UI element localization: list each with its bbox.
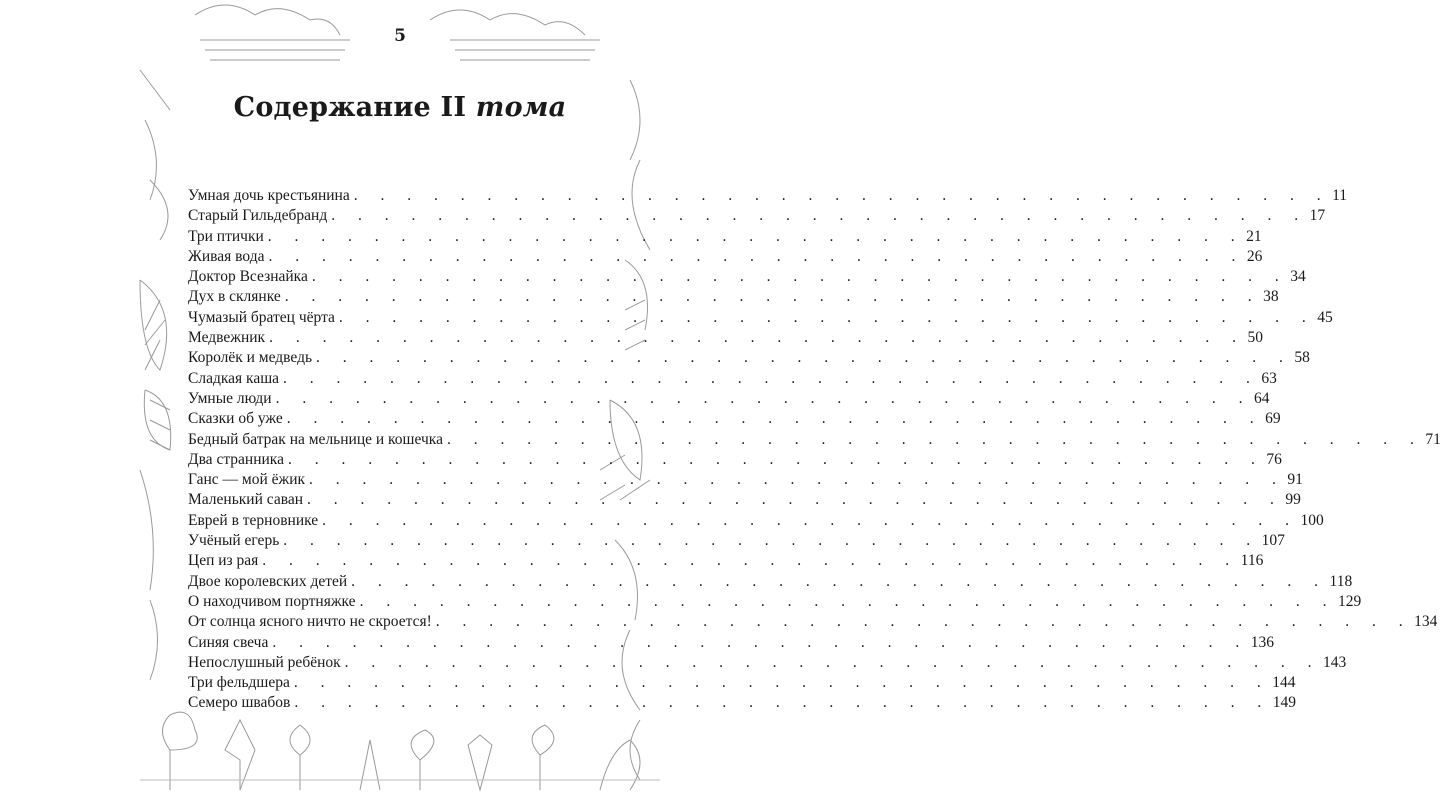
toc-entry-title: Умные люди bbox=[188, 389, 272, 407]
toc-leader-dots: . . . . . . . . . . . . . . . . . . . . . . . . . . . . . . . . . . . . . bbox=[275, 389, 1252, 407]
toc-entry-title: Доктор Всезнайка bbox=[188, 268, 308, 286]
toc-entry-title: Два странника bbox=[188, 450, 284, 468]
toc-entry bbox=[188, 207, 1326, 227]
toc-entry bbox=[188, 410, 1281, 430]
toc-entry-title: Сказки об уже bbox=[188, 410, 283, 428]
toc-entry-title: Цеп из рая bbox=[188, 552, 259, 570]
table-of-contents bbox=[188, 187, 1441, 715]
toc-entry-page: 26 bbox=[1246, 247, 1263, 265]
toc-entry-title: Умная дочь крестьянина bbox=[188, 187, 350, 204]
toc-entry-title: Дух в склянке bbox=[188, 288, 281, 306]
toc-entry-title: Медвежник bbox=[188, 329, 266, 347]
toc-entry bbox=[188, 674, 1296, 694]
toc-entry bbox=[188, 349, 1310, 369]
toc-entry bbox=[188, 430, 1441, 451]
toc-entry-page: 134 bbox=[1414, 613, 1438, 631]
toc-entry-title: Старый Гильдебранд bbox=[188, 207, 328, 225]
toc-leader-dots: . . . . . . . . . . . . . . . . . . . . . . . . . . . . . . . . . . . . . bbox=[338, 308, 1316, 326]
toc-leader-dots: . . . . . . . . . . . . . . . . . . . . . . . . . . . . . . . . . . . . . bbox=[351, 572, 1328, 590]
toc-leader-dots: . . . . . . . . . . . . . . . . . . . . . . . . . . . . . . . . . . . . . bbox=[283, 369, 1260, 387]
toc-entry bbox=[188, 633, 1274, 654]
toc-entry-title: Учёный егерь bbox=[188, 532, 280, 550]
toc-entry-title: Еврей в терновнике bbox=[188, 511, 319, 529]
toc-entry-page: 91 bbox=[1287, 471, 1303, 489]
toc-leader-dots: . . . . . . . . . . . . . . . . . . . . . . . . . . . . . . . . . . . . . bbox=[344, 653, 1322, 671]
title-italic: тома bbox=[475, 92, 567, 123]
toc-entry-page: 129 bbox=[1337, 592, 1362, 610]
toc-leader-dots: . . . . . . . . . . . . . . . . . . . . . . . . . . . . . . . . . . . . . bbox=[284, 288, 1262, 306]
toc-entry bbox=[188, 653, 1347, 674]
toc-entry-page: 136 bbox=[1250, 633, 1274, 651]
toc-entry-page: 50 bbox=[1247, 329, 1263, 347]
toc-entry bbox=[188, 369, 1277, 390]
page-number: 5 bbox=[394, 26, 406, 46]
toc-entry-title: Чумазый братец чёрта bbox=[188, 308, 335, 326]
toc-entry-page: 17 bbox=[1309, 207, 1326, 225]
toc-entry-title: О находчивом портняжке bbox=[188, 592, 356, 610]
title-main: Содержание II bbox=[233, 92, 476, 123]
toc-leader-dots: . . . . . . . . . . . . . . . . . . . . . . . . . . . . . . . . . . . . . bbox=[262, 552, 1239, 570]
toc-leader-dots: . . . . . . . . . . . . . . . . . . . . . . . . . . . . . . . . . . . . . bbox=[331, 207, 1308, 225]
toc-leader-dots: . . . . . . . . . . . . . . . . . . . . . . . . . . . . . . . . . . . . . bbox=[293, 674, 1271, 692]
toc-entry-title: Семеро швабов bbox=[188, 694, 291, 712]
toc-entry-page: 58 bbox=[1294, 349, 1310, 367]
toc-entry-title: От солнца ясного ничто не скроется! bbox=[188, 613, 432, 631]
toc-entry-title: Маленький саван bbox=[188, 491, 304, 509]
toc-entry bbox=[188, 450, 1282, 471]
toc-entry-title: Три фельдшера bbox=[188, 674, 290, 692]
toc-entry-page: 118 bbox=[1329, 572, 1353, 590]
toc-entry bbox=[188, 227, 1262, 248]
toc-leader-dots: . . . . . . . . . . . . . . . . . . . . . . . . . . . . . . . . . . . . . bbox=[311, 268, 1289, 286]
toc-entry-page: 34 bbox=[1290, 268, 1306, 286]
toc-entry-title: Непослушный ребёнок bbox=[188, 653, 341, 671]
toc-leader-dots: . . . . . . . . . . . . . . . . . . . . . . . . . . . . . . . . . . . . . bbox=[287, 450, 1265, 468]
toc-entry bbox=[188, 592, 1362, 613]
toc-entry-title: Бедный батрак на мельнице и кошечка bbox=[188, 430, 443, 448]
toc-entry-page: 63 bbox=[1261, 369, 1277, 387]
toc-entry bbox=[188, 552, 1264, 572]
toc-entry-page: 143 bbox=[1323, 653, 1347, 671]
toc-leader-dots: . . . . . . . . . . . . . . . . . . . . . . . . . . . . . . . . . . . . . bbox=[322, 511, 1299, 529]
toc-entry-page: 11 bbox=[1332, 187, 1348, 204]
toc-entry bbox=[188, 532, 1285, 552]
toc-entry bbox=[188, 268, 1306, 288]
toc-leader-dots: . . . . . . . . . . . . . . . . . . . . . . . . . . . . . . . . . . . . . bbox=[353, 187, 1331, 204]
toc-entry-page: 100 bbox=[1300, 511, 1324, 529]
toc-entry bbox=[188, 308, 1333, 329]
toc-entry-page: 144 bbox=[1272, 674, 1296, 692]
toc-entry-page: 21 bbox=[1246, 227, 1262, 245]
toc-entry-page: 76 bbox=[1266, 450, 1282, 468]
toc-leader-dots: . . . . . . . . . . . . . . . . . . . . . . . . . . . . . . . . . . . . . bbox=[446, 430, 1424, 448]
toc-entry-title: Сладкая каша bbox=[188, 369, 280, 387]
toc-entry-page: 45 bbox=[1317, 308, 1333, 326]
toc-leader-dots: . . . . . . . . . . . . . . . . . . . . . . . . . . . . . . . . . . . . . bbox=[359, 592, 1336, 610]
toc-entry-title: Синяя свеча bbox=[188, 633, 269, 651]
toc-leader-dots: . . . . . . . . . . . . . . . . . . . . . . . . . . . . . . . . . . . . . bbox=[294, 694, 1271, 712]
toc-leader-dots: . . . . . . . . . . . . . . . . . . . . . . . . . . . . . . . . . . . . . bbox=[267, 227, 1245, 245]
toc-leader-dots: . . . . . . . . . . . . . . . . . . . . . . . . . . . . . . . . . . . . . bbox=[283, 532, 1260, 550]
toc-entry bbox=[188, 511, 1324, 532]
toc-entry bbox=[188, 491, 1301, 511]
toc-entry bbox=[188, 247, 1263, 268]
toc-entry bbox=[188, 389, 1270, 410]
toc-entry-page: 149 bbox=[1272, 694, 1296, 712]
toc-entry bbox=[188, 187, 1348, 207]
toc-leader-dots: . . . . . . . . . . . . . . . . . . . . . . . . . . . . . . . . . . . . . bbox=[307, 491, 1284, 509]
toc-entry-title: Три птички bbox=[188, 227, 264, 245]
toc-entry bbox=[188, 694, 1296, 714]
toc-leader-dots: . . . . . . . . . . . . . . . . . . . . . . . . . . . . . . . . . . . . . bbox=[272, 633, 1249, 651]
toc-leader-dots: . . . . . . . . . . . . . . . . . . . . . . . . . . . . . . . . . . . . . bbox=[435, 613, 1413, 631]
toc-entry-title: Ганс — мой ёжик bbox=[188, 471, 306, 489]
toc-entry bbox=[188, 471, 1303, 491]
toc-entry-title: Двое королевских детей bbox=[188, 572, 348, 590]
toc-leader-dots: . . . . . . . . . . . . . . . . . . . . . . . . . . . . . . . . . . . . . bbox=[309, 471, 1286, 489]
toc-entry-page: 99 bbox=[1285, 491, 1301, 509]
toc-leader-dots: . . . . . . . . . . . . . . . . . . . . . . . . . . . . . . . . . . . . . bbox=[316, 349, 1293, 367]
toc-entry-page: 116 bbox=[1240, 552, 1264, 570]
toc-entry-page: 64 bbox=[1253, 389, 1270, 407]
toc-entry-page: 71 bbox=[1425, 430, 1441, 448]
toc-entry-title: Живая вода bbox=[188, 247, 265, 265]
toc-leader-dots: . . . . . . . . . . . . . . . . . . . . . . . . . . . . . . . . . . . . . bbox=[268, 247, 1245, 265]
toc-entry bbox=[188, 329, 1263, 349]
toc-entry bbox=[188, 572, 1353, 593]
toc-entry-title: Королёк и медведь bbox=[188, 349, 313, 367]
toc-entry bbox=[188, 288, 1279, 308]
toc-leader-dots: . . . . . . . . . . . . . . . . . . . . . . . . . . . . . . . . . . . . . bbox=[269, 329, 1246, 347]
toc-entry-page: 38 bbox=[1263, 288, 1279, 306]
page-title bbox=[0, 92, 800, 123]
toc-entry bbox=[188, 613, 1438, 633]
toc-entry-page: 69 bbox=[1265, 410, 1281, 428]
toc-entry-page: 107 bbox=[1261, 532, 1285, 550]
toc-leader-dots: . . . . . . . . . . . . . . . . . . . . . . . . . . . . . . . . . . . . . bbox=[286, 410, 1264, 428]
